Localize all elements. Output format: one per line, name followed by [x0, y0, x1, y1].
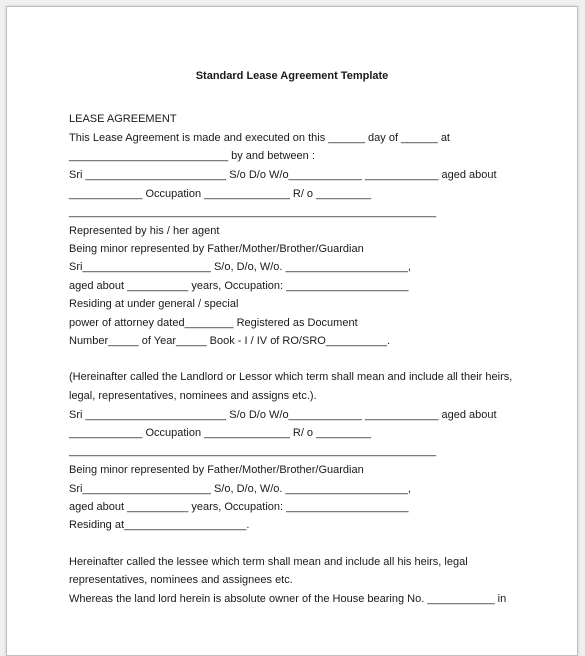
text-line: Sri_____________________ S/o, D/o, W/o. ____________________,	[69, 261, 411, 273]
text-line: ____________ Occupation ______________ R/ o _________	[69, 427, 372, 439]
text-line: __________________________ by and between :	[69, 150, 315, 162]
text-line: power of attorney dated________ Registered as Document	[69, 317, 358, 329]
blank-line: ____________________________________________________________	[69, 206, 437, 218]
text-line: Sri _______________________ S/o D/o W/o____________ ____________ aged about	[69, 169, 497, 181]
text-line: aged about __________ years, Occupation: ____________________	[69, 501, 409, 513]
text-line: Residing at under general / special	[69, 298, 239, 310]
text-line: Hereinafter called the lessee which term shall mean and include all his heirs, legal	[69, 556, 468, 568]
document-title: Standard Lease Agreement Template	[195, 70, 389, 82]
text-line: Residing at____________________.	[69, 519, 250, 531]
text-line: This Lease Agreement is made and executed on this ______ day of ______ at	[69, 132, 450, 144]
text-line: Number_____ of Year_____ Book - I / IV of RO/SRO__________.	[69, 335, 391, 347]
text-line: legal, representatives, nominees and assigns etc.).	[69, 390, 317, 402]
heading-lease-agreement: LEASE AGREEMENT	[69, 113, 177, 125]
text-line: representatives, nominees and assignees etc.	[69, 574, 293, 586]
text-line: aged about __________ years, Occupation: ____________________	[69, 280, 409, 292]
document-page	[6, 6, 578, 656]
text-line: Represented by his / her agent	[69, 225, 220, 237]
text-line: Sri_____________________ S/o, D/o, W/o. ____________________,	[69, 483, 411, 495]
text-line: Being minor represented by Father/Mother/Brother/Guardian	[69, 464, 364, 476]
text-line: (Hereinafter called the Landlord or Lessor which term shall mean and include all their heirs,	[69, 371, 513, 383]
blank-line: ____________________________________________________________	[69, 445, 437, 457]
text-line: ____________ Occupation ______________ R/ o _________	[69, 188, 372, 200]
text-line: Sri _______________________ S/o D/o W/o____________ ____________ aged about	[69, 409, 497, 421]
text-line: Being minor represented by Father/Mother/Brother/Guardian	[69, 243, 364, 255]
text-line: Whereas the land lord herein is absolute owner of the House bearing No. ___________ in	[69, 593, 507, 605]
